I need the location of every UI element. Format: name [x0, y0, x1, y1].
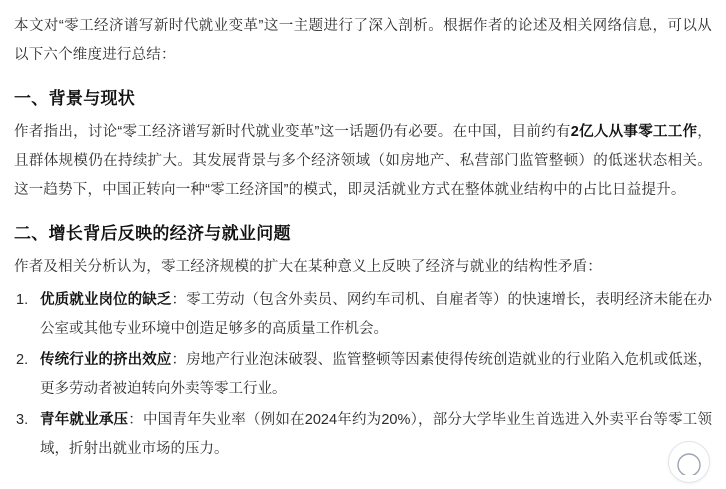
list-item-term: 传统行业的挤出效应: [40, 352, 172, 368]
circle-outline-icon[interactable]: [668, 441, 710, 483]
section-2-paragraph: 作者及相关分析认为，零工经济规模的扩大在某种意义上反映了经济与就业的结构性矛盾：: [14, 259, 602, 275]
section-1-text-part-3: ，且群体规模仍在持续扩大。其发展背景与多个经济领域（如房地产、私营部门监管整顿）的低迷状态相关。这一趋势下，中国正转向一种“零工经济国”的模式，即灵活就业方式在整体就业结构中的占比日益提升。: [14, 124, 712, 198]
list-item-text: ：中国青年失业率（例如在2024年约为20%），部分大学毕业生首选进入外卖平台等零工领域，折射出就业市场的压力。: [40, 412, 713, 457]
list-item-text: ：房地产行业泡沫破裂、监管整顿等因素使得传统创造就业的行业陷入危机或低迷，更多劳动者被迫转向外卖等零工行业。: [40, 352, 712, 397]
section-1-paragraph: [14, 118, 712, 205]
section-1-text-part-1: 作者指出，讨论“零工经济谱写新时代就业变革”这一话题仍有必要。在中国，目前约有: [14, 124, 571, 140]
list-item: [14, 406, 712, 464]
list-item: [14, 346, 712, 404]
list-item-term: 青年就业承压: [40, 412, 129, 428]
list-item-number: 2.: [16, 352, 29, 368]
list-item: [14, 286, 712, 344]
section-heading-2: 二、增长背后反映的经济与就业问题: [14, 224, 291, 243]
list-item-text: ：零工劳动（包含外卖员、网约车司机、自雇者等）的快速增长，表明经济未能在办公室或其他专业环境中创造足够多的高质量工作机会。: [40, 292, 712, 337]
list-item-term: 优质就业岗位的缺乏: [40, 292, 172, 308]
top-edge: [0, 0, 726, 1]
intro-paragraph: 本文对“零工经济谱写新时代就业变革”这一主题进行了深入剖析。根据作者的论述及相关网络信息，可以从以下六个维度进行总结：: [14, 18, 712, 63]
list-item-number: 1.: [16, 292, 29, 308]
section-heading-1: 一、背景与现状: [14, 89, 136, 108]
list-item-number: 3.: [16, 412, 29, 428]
section-1-text-part-2: 2亿人从事零工工作: [570, 124, 698, 140]
section-2-list: [14, 286, 712, 464]
